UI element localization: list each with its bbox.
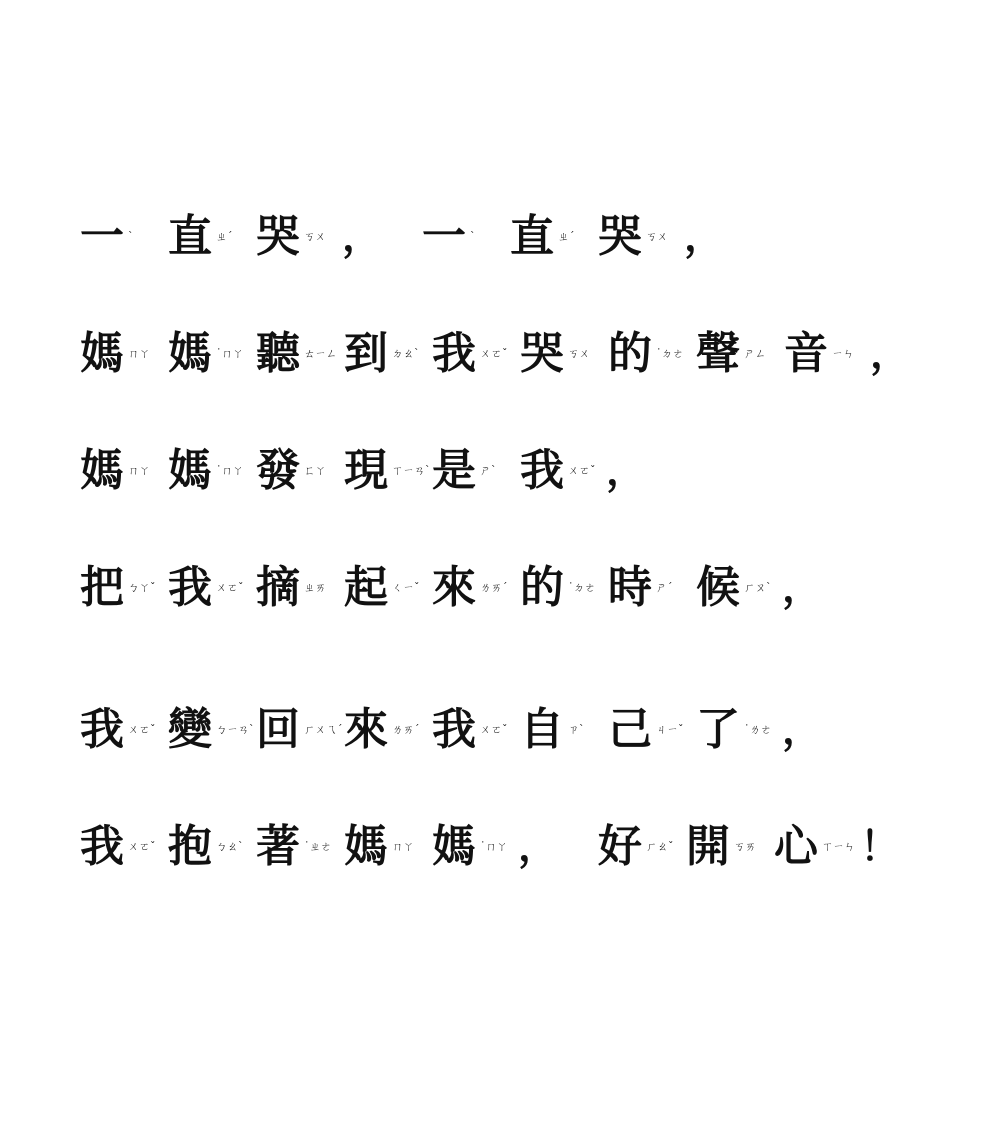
hanzi: 現 [344,445,388,496]
zhuyin: ㄇㄚ [128,464,150,477]
char-cell [782,330,866,378]
hanzi: 我 [168,562,212,613]
text-line [78,439,958,503]
char-cell [342,706,426,754]
zhuyin: ㄕㄥ [744,347,766,360]
char-cell [166,447,250,495]
char-cell [78,213,162,261]
char-cell [430,823,514,871]
punctuation: ， [782,706,822,753]
hanzi: 我 [432,704,476,755]
zhuyin: ㄓˊ [216,230,233,243]
hanzi: 時 [608,562,652,613]
zhuyin: ˙ㄇㄚ [216,347,244,360]
zhuyin: ㄊㄧㄥ [304,347,337,360]
zhuyin: ㄏㄨㄟˊ [304,723,343,736]
char-cell [78,706,162,754]
zhuyin: ㄎㄞ [734,840,756,853]
zhuyin: ㄗˋ [568,723,585,736]
zhuyin: ㄎㄨ [568,347,590,360]
punctuation: ， [684,213,724,260]
zhuyin: ㄨㄛˇ [216,581,244,594]
zhuyin: ˋ [128,230,134,243]
zhuyin: ㄨㄛˇ [568,464,596,477]
hanzi: 直 [168,211,212,262]
char-cell [606,706,690,754]
char-cell [596,213,680,261]
char-cell [684,823,768,871]
char-cell [254,704,343,755]
hanzi: 是 [432,445,476,496]
hanzi: 哭 [520,328,564,379]
char-cell [606,564,690,612]
zhuyin: ㄌㄞˊ [392,723,420,736]
hanzi: 一 [422,211,466,262]
zhuyin: ㄨㄛˇ [128,723,156,736]
char-cell [166,704,255,755]
char-cell [166,330,250,378]
char-cell [342,330,426,378]
hanzi: 心 [774,821,818,872]
text-line [78,698,958,762]
hanzi: 音 [784,328,828,379]
char-cell [508,213,592,261]
text-line [78,205,958,269]
zhuyin: ㄓㄞ [304,581,326,594]
punctuation: ， [342,213,382,260]
hanzi: 哭 [598,211,642,262]
char-cell [254,447,338,495]
char-cell [430,706,514,754]
char-cell [430,447,514,495]
hanzi: 的 [608,328,652,379]
hanzi: 媽 [168,445,212,496]
char-cell [342,445,431,496]
char-cell [518,447,602,495]
char-cell [694,330,778,378]
hanzi: 自 [520,704,564,755]
zhuyin: ㄏㄠˇ [646,840,674,853]
hanzi: 好 [598,821,642,872]
hanzi: 我 [520,445,564,496]
char-cell [606,330,690,378]
zhuyin: ㄑㄧˇ [392,581,420,594]
text-line [78,815,958,879]
zhuyin: ˙ㄉㄜ [656,347,684,360]
text-line [78,322,958,386]
hanzi: 來 [432,562,476,613]
char-cell [166,823,250,871]
hanzi: 我 [80,821,124,872]
hanzi: 媽 [80,328,124,379]
hanzi: 媽 [80,445,124,496]
zhuyin: ˙ㄌㄜ [744,723,772,736]
hanzi: 變 [168,704,212,755]
zhuyin: ㄕˋ [480,464,497,477]
zhuyin: ㄉㄠˋ [392,347,420,360]
hanzi: 來 [344,704,388,755]
zhuyin: ˋ [470,230,476,243]
hanzi: 我 [432,328,476,379]
hanzi: 發 [256,445,300,496]
zhuyin: ㄨㄛˇ [128,840,156,853]
hanzi: 直 [510,211,554,262]
char-cell [694,564,778,612]
zhuyin: ㄨㄛˇ [480,723,508,736]
hanzi: 媽 [344,821,388,872]
zhuyin: ㄎㄨ [304,230,326,243]
char-cell [254,330,338,378]
zhuyin: ㄕˊ [656,581,673,594]
char-cell [420,213,504,261]
zhuyin: ˙ㄇㄚ [216,464,244,477]
char-cell [166,564,250,612]
hanzi: 著 [256,821,300,872]
zhuyin: ㄨㄛˇ [480,347,508,360]
hanzi: 聽 [256,328,300,379]
zhuyin: ˙ㄇㄚ [480,840,508,853]
zhuyin: ㄓˊ [558,230,575,243]
text-line [78,556,958,620]
hanzi: 開 [686,821,730,872]
zhuyin: ㄇㄚ [392,840,414,853]
hanzi: 回 [256,704,300,755]
zhuyin: ㄇㄚ [128,347,150,360]
zhuyin: ˙ㄉㄜ [568,581,596,594]
char-cell [78,330,162,378]
char-cell [342,564,426,612]
hanzi: 媽 [168,328,212,379]
char-cell [518,706,602,754]
hanzi: 聲 [696,328,740,379]
zhuyin: ㄏㄡˋ [744,581,772,594]
hanzi: 抱 [168,821,212,872]
char-cell [694,706,778,754]
char-cell [430,330,514,378]
punctuation: ， [782,564,822,611]
char-cell [78,564,162,612]
char-cell [254,564,338,612]
text-page [78,205,958,932]
zhuyin: ㄒㄧㄢˋ [392,464,431,477]
zhuyin: ㄈㄚ [304,464,326,477]
char-cell [342,823,426,871]
punctuation: ， [606,447,646,494]
char-cell [518,330,602,378]
hanzi: 我 [80,704,124,755]
char-cell [430,564,514,612]
hanzi: 一 [80,211,124,262]
hanzi: 候 [696,562,740,613]
char-cell [166,213,250,261]
hanzi: 媽 [432,821,476,872]
char-cell [78,447,162,495]
zhuyin: ㄅㄠˋ [216,840,244,853]
zhuyin: ㄌㄞˊ [480,581,508,594]
hanzi: 把 [80,562,124,613]
char-cell [596,823,680,871]
hanzi: 的 [520,562,564,613]
char-cell [78,823,162,871]
zhuyin: ㄐㄧˇ [656,723,684,736]
char-cell [772,823,856,871]
char-cell [518,564,602,612]
zhuyin: ˙ㄓㄜ [304,840,332,853]
zhuyin: ㄅㄧㄢˋ [216,723,255,736]
punctuation: ， [870,330,910,377]
hanzi: 了 [696,704,740,755]
zhuyin: ㄧㄣ [832,347,854,360]
hanzi: 哭 [256,211,300,262]
zhuyin: ㄅㄚˇ [128,581,156,594]
char-cell [254,213,338,261]
punctuation: ！ [860,823,900,870]
punctuation: ， [518,823,558,870]
hanzi: 摘 [256,562,300,613]
hanzi: 起 [344,562,388,613]
hanzi: 到 [344,328,388,379]
char-cell [254,823,338,871]
zhuyin: ㄒㄧㄣ [822,840,855,853]
zhuyin: ㄎㄨ [646,230,668,243]
hanzi: 己 [608,704,652,755]
